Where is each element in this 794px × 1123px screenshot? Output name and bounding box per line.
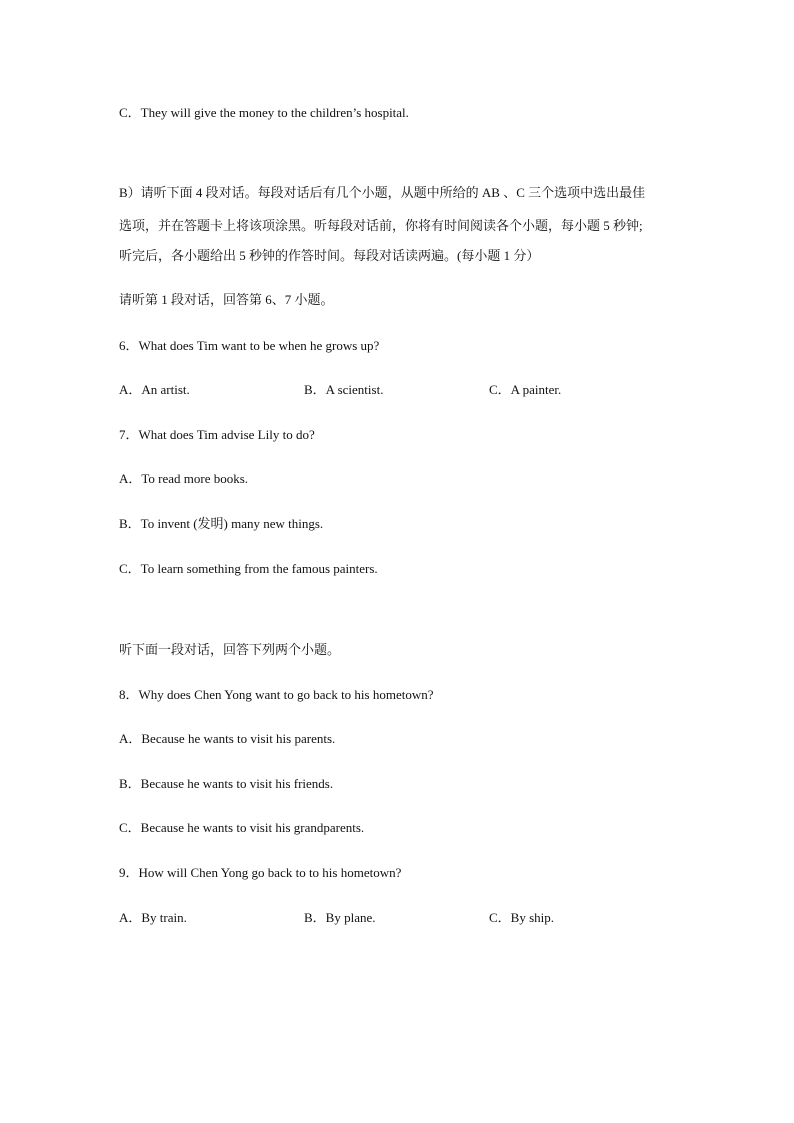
section-b-instruction-line-3: 听完后，各小题给出 5 秒钟的作答时间。每段对话读两遍。(每小题 1 分）: [119, 248, 540, 263]
section-b-instruction-line-2: 选项，并在答题卡上将该项涂黑。听每段对话前，你将有时间阅读各个小题，每小题 5 秒钟;: [119, 218, 643, 233]
dialog-1-intro: 请听第 1 段对话，回答第 6、7 小题。: [119, 292, 334, 307]
question-6-option-b: B．A scientist.: [304, 382, 384, 397]
question-8-option-a: A．Because he wants to visit his parents.: [119, 731, 336, 746]
dialog-2-intro: 听下面一段对话，回答下列两个小题。: [119, 642, 341, 657]
question-6: 6．What does Tim want to be when he grows up?: [119, 338, 380, 353]
question-8-option-b: B．Because he wants to visit his friends.: [119, 776, 334, 791]
question-7: 7．What does Tim advise Lily to do?: [119, 427, 315, 442]
question-6-option-a: A．An artist.: [119, 382, 190, 397]
question-9-option-c: C．By ship.: [489, 910, 555, 925]
question-9-option-b: B．By plane.: [304, 910, 376, 925]
section-b-instruction-line-1: B）请听下面 4 段对话。每段对话后有几个小题，从题中所给的 AB 、C 三个选项中选出最佳: [119, 185, 646, 200]
question-7-option-a: A．To read more books.: [119, 471, 249, 486]
prev-question-option-c: C．They will give the money to the children’s hospital.: [119, 105, 409, 120]
question-8: 8．Why does Chen Yong want to go back to his hometown?: [119, 687, 434, 702]
question-7-option-b: B．To invent (发明) many new things.: [119, 516, 324, 531]
question-8-option-c: C．Because he wants to visit his grandparents.: [119, 820, 365, 835]
question-6-option-c: C．A painter.: [489, 382, 562, 397]
question-7-option-c: C．To learn something from the famous painters.: [119, 561, 378, 576]
question-9-option-a: A．By train.: [119, 910, 187, 925]
question-9: 9．How will Chen Yong go back to to his hometown?: [119, 865, 402, 880]
